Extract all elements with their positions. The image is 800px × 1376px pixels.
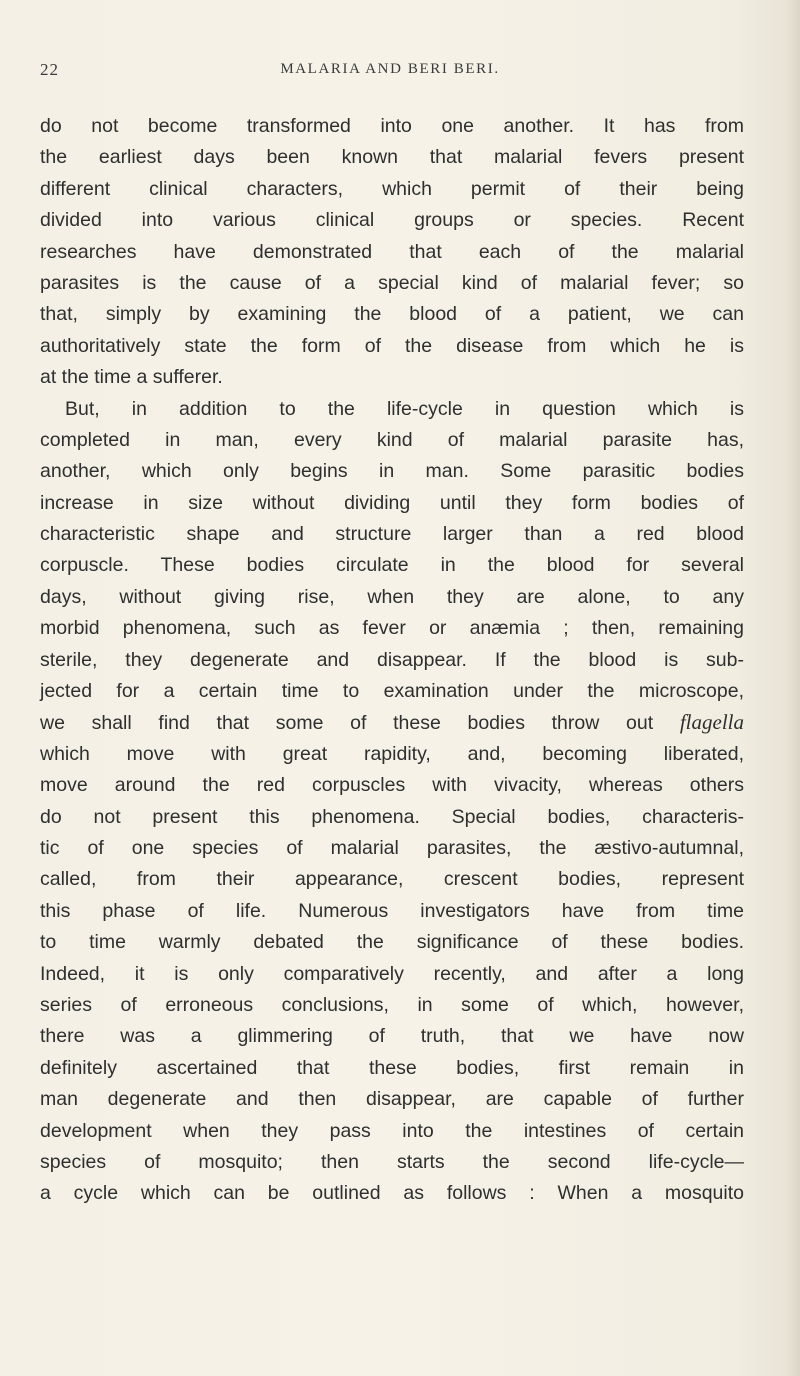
text-line: sterile, they degenerate and disappear. If the blood is sub- [40,648,744,671]
text-line: tic of one species of malarial parasites, the æstivo-autumnal, [40,836,744,859]
text-line: days, without giving rise, when they are alone, to any [40,585,744,608]
text-line: called, from their appearance, crescent bodies, represent [40,868,744,891]
text-line: But, in addition to the life-cycle in question which is [65,397,744,420]
text-line: another, which only begins in man. Some parasitic bodies [40,460,744,483]
running-head: MALARIA AND BERI BERI. [280,61,500,77]
text-line: a cycle which can be outlined as follows : When a mosquito [40,1182,744,1205]
text-line: at the time a sufferer. [40,366,223,389]
text-line: to time warmly debated the significance of these bodies. [40,931,744,954]
text-line: characteristic shape and structure larger than a red blood [40,523,744,546]
text-line: which move with great rapidity, and, becoming liberated, [40,742,744,765]
text-line: different clinical characters, which permit of their being [40,177,744,200]
body-text [40,111,744,1210]
text-line-with-italic [40,707,744,738]
text-line: move around the red corpuscles with vivacity, whereas others [40,774,744,797]
page-number: 22 [40,60,59,79]
page-header [40,60,740,84]
text-line: divided into various clinical groups or species. Recent [40,209,744,232]
text-line: development when they pass into the intestines of certain [40,1119,744,1142]
text-line: morbid phenomena, such as fever or anæmia ; then, remaining [40,617,744,640]
text-line: Indeed, it is only comparatively recently, and after a long [40,962,744,985]
page-edge-shadow [786,0,800,1376]
text-line: completed in man, every kind of malarial parasite has, [40,428,744,451]
text-line: this phase of life. Numerous investigators have from time [40,899,744,922]
text-line: definitely ascertained that these bodies, first remain in [40,1056,744,1079]
text-line: do not become transformed into one another. It has from [40,115,744,137]
italic-term: flagella [679,710,744,735]
text-line: authoritatively state the form of the disease from which he is [40,334,744,357]
text-line: parasites is the cause of a special kind of malarial fever; so [40,271,744,294]
text-line: there was a glimmering of truth, that we have now [40,1025,744,1048]
text-line: jected for a certain time to examination under the microscope, [40,680,744,703]
text-line: that, simply by examining the blood of a patient, we can [40,303,744,326]
text-line: man degenerate and then disappear, are capable of further [40,1088,744,1111]
text-line-part: we shall find that some of these bodies throw out [40,712,654,735]
text-line: series of erroneous conclusions, in some of which, however, [40,993,744,1016]
text-line: researches have demonstrated that each of the malarial [40,240,744,263]
text-line: corpuscle. These bodies circulate in the blood for several [40,554,744,577]
text-line: the earliest days been known that malarial fevers present [40,146,744,169]
text-line: do not present this phenomena. Special bodies, characteris- [40,805,744,828]
text-line: increase in size without dividing until they form bodies of [40,491,744,514]
text-line: species of mosquito; then starts the second life-cycle— [40,1150,744,1173]
